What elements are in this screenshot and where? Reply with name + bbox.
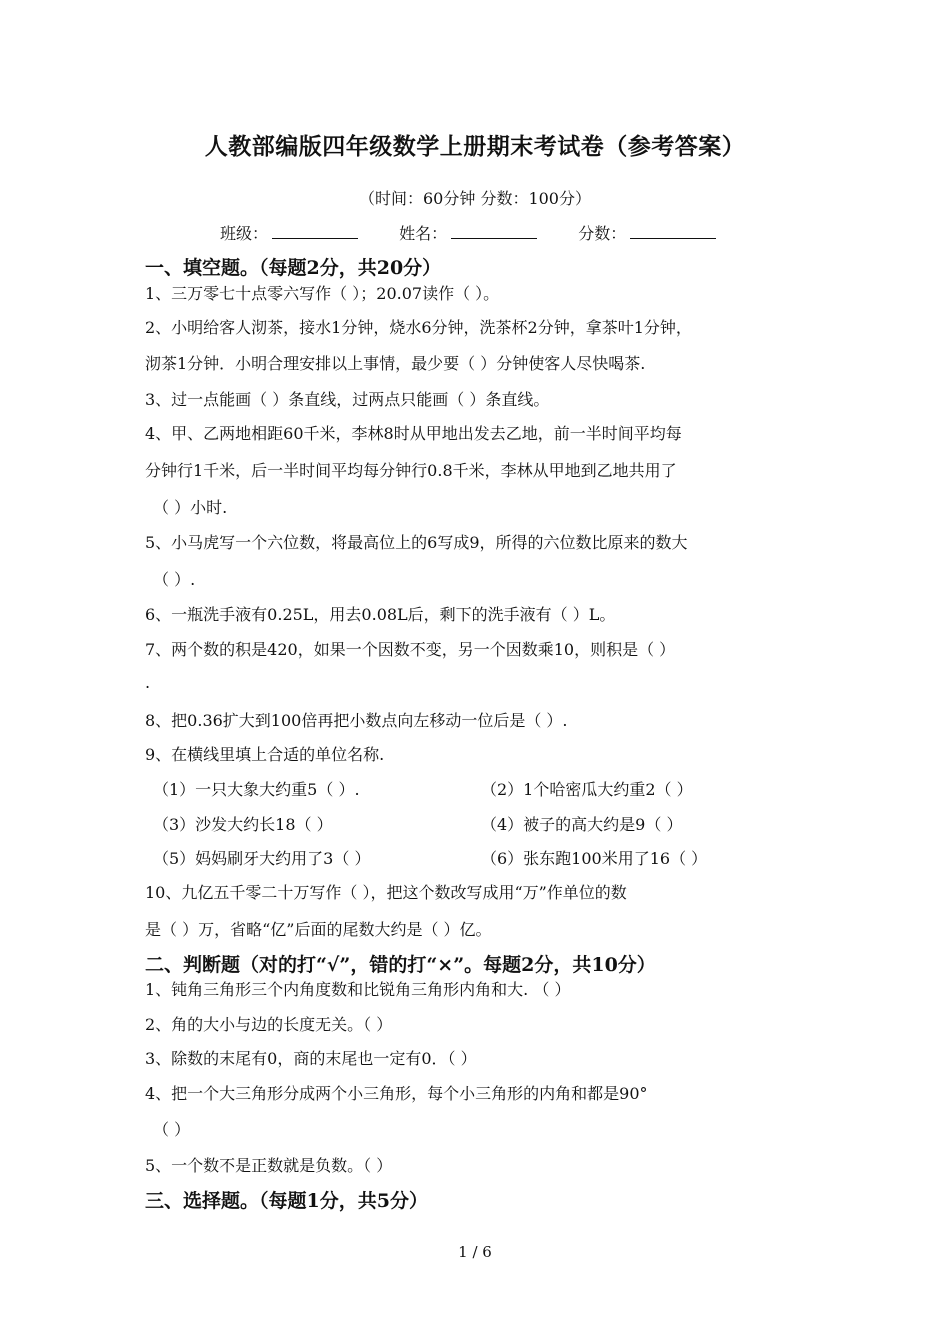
question-line: 6、一瓶洗手液有0.25L，用去0.08L后，剩下的洗手液有（ ）L。 [145,605,616,624]
question-line: 8、把0.36扩大到100倍再把小数点向左移动一位后是（ ）. [145,711,568,730]
unit-item-right: （4）被子的高大约是9（ ） [481,815,683,834]
question-line: 3、过一点能画（ ）条直线，过两点只能画（ ）条直线。 [145,390,550,409]
section3-heading: 三、选择题。（每题1分，共5分） [145,1190,428,1212]
page-number: 1 / 6 [458,1243,492,1261]
question-line: 2、小明给客人沏茶，接水1分钟，烧水6分钟，洗茶杯2分钟，拿茶叶1分钟， [145,318,692,337]
question-line: （ ）小时. [153,498,228,517]
unit-item-left: （3）沙发大约长18（ ） [153,815,333,834]
question-line: 4、甲、乙两地相距60千米，李林8时从甲地出发去乙地，前一半时间平均每 [145,424,682,443]
question-line: 沏茶1分钟．小明合理安排以上事情，最少要（ ）分钟使客人尽快喝茶. [145,354,646,373]
score-field[interactable] [578,221,716,244]
name-label: 姓名： [399,224,448,243]
question-line: 5、小马虎写一个六位数，将最高位上的6写成9，所得的六位数比原来的数大 [145,533,688,552]
question-line: （ ）. [153,570,196,589]
question-line: 是（ ）万，省略“亿”后面的尾数大约是（ ）亿。 [145,920,492,939]
question-line: . [145,673,151,692]
judge-line: 3、除数的末尾有0，商的末尾也一定有0．（ ） [145,1049,477,1068]
score-label: 分数： [578,224,627,243]
class-label: 班级： [220,224,269,243]
unit-item-left: （1）一只大象大约重5（ ）. [153,780,360,799]
class-blank[interactable] [272,222,358,239]
judge-line: 2、角的大小与边的长度无关。（ ） [145,1015,393,1034]
question-line: 7、两个数的积是420，如果一个因数不变，另一个因数乘10，则积是（ ） [145,640,676,659]
question-line: 分钟行1千米，后一半时间平均每分钟行0.8千米，李林从甲地到乙地共用了 [145,461,677,480]
judge-line: 1、钝角三角形三个内角度数和比锐角三角形内角和大. （ ） [145,980,571,999]
name-field[interactable] [399,221,537,244]
student-info-row [220,221,752,244]
page-title: 人教部编版四年级数学上册期末考试卷（参考答案） [204,133,746,160]
question-line: 9、在横线里填上合适的单位名称. [145,745,385,764]
unit-item-right: （6）张东跑100米用了16（ ） [481,849,708,868]
name-blank[interactable] [451,222,537,239]
score-blank[interactable] [630,222,716,239]
section2-heading: 二、判断题（对的打“√”，错的打“×”。每题2分，共10分） [145,954,656,976]
unit-item-left: （5）妈妈刷牙大约用了3（ ） [153,849,371,868]
exam-time-score: （时间：60分钟 分数：100分） [359,189,591,208]
section1-heading: 一、填空题。（每题2分，共20分） [145,257,442,279]
question-line: 1、三万零七十点零六写作（ ）；20.07读作（ ）。 [145,284,500,303]
unit-item-right: （2）1个哈密瓜大约重2（ ） [481,780,693,799]
judge-line: （ ） [153,1120,191,1139]
class-field[interactable] [220,221,358,244]
judge-line: 4、把一个大三角形分成两个小三角形，每个小三角形的内角和都是90° [145,1084,648,1103]
question-line: 10、九亿五千零二十万写作（ ），把这个数改写成用“万”作单位的数 [145,883,627,902]
judge-line: 5、一个数不是正数就是负数。（ ） [145,1156,393,1175]
